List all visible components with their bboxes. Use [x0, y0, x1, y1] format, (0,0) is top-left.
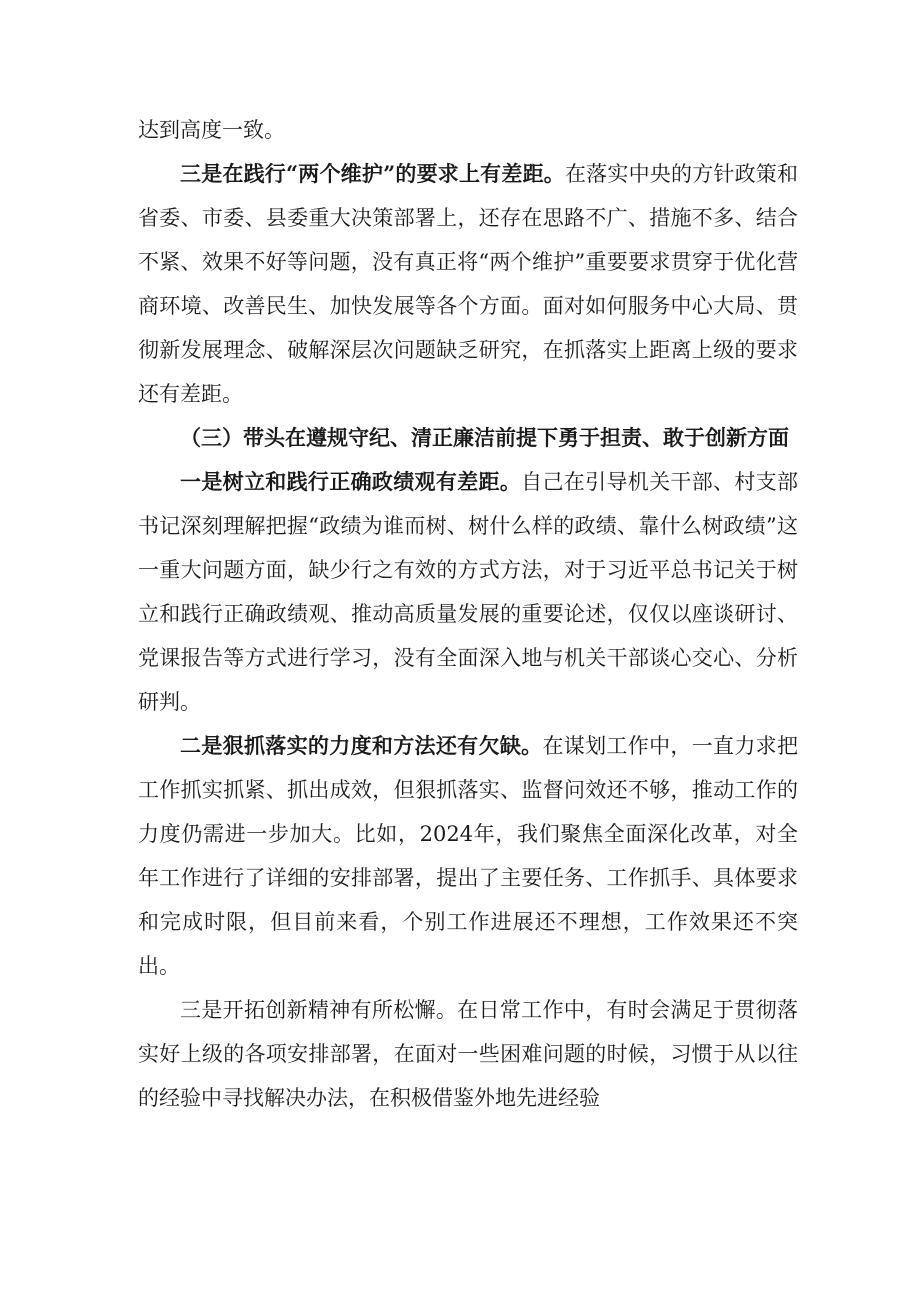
paragraph-performance-view: [138, 460, 798, 724]
paragraph-implementation: [138, 724, 798, 988]
paragraph-lead: 二是狠抓落实的力度和方法还有欠缺。: [180, 733, 543, 758]
paragraph-text: 自己在引导机关干部、村支部书记深刻理解把握“政绩为谁而树、树什么样的政绩、靠什么树政绩”这一重大问题方面，缺少行之有效的方式方法，对于习近平总书记关于树立和践行正确政绩观、推动高质量发展的重要论述，仅仅以座谈研讨、党课报告等方式进行学习，没有全面深入地与机关干部谈心交心、分析研判。: [138, 470, 799, 714]
paragraph-continuation: [138, 108, 798, 152]
section-heading: （三）带头在遵规守纪、清正廉洁前提下勇于担责、敢于创新方面: [180, 425, 789, 450]
document-page: [138, 108, 798, 1120]
paragraph-text: 在落实中央的方针政策和省委、市委、县委重大决策部署上，还存在思路不广、措施不多、结合不紧、效果不好等问题，没有真正将“两个维护”重要要求贯穿于优化营商环境、改善民生、加快发展等各个方面。面对如何服务中心大局、贯彻新发展理念、破解深层次问题缺乏研究，在抓落实上距离上级的要求还有差距。: [138, 162, 798, 406]
paragraph-text: 在谋划工作中，一直力求把工作抓实抓紧、抓出成效，但狠抓落实、监督问效还不够，推动工作的力度仍需进一步加大。比如，2024年，我们聚焦全面深化改革，对全年工作进行了详细的安排部署，提出了主要任务、工作抓手、具体要求和完成时限，但目前来看，个别工作进展还不理想，工作效果还不突出。: [138, 734, 799, 978]
paragraph-lead: 一是树立和践行正确政绩观有差距。: [180, 469, 522, 494]
paragraph-text: 达到高度一致。: [138, 118, 285, 142]
paragraph-lead: 三是在践行“两个维护”的要求上有差距。: [180, 161, 565, 186]
paragraph-text: 三是开拓创新精神有所松懈。在日常工作中，有时会满足于贯彻落实好上级的各项安排部署，在面对一些困难问题的时候，习惯于从以往的经验中寻找解决办法，在积极借鉴外地先进经验: [138, 998, 798, 1110]
paragraph-two-safeguards: [138, 152, 798, 416]
paragraph-innovation: [138, 988, 798, 1120]
